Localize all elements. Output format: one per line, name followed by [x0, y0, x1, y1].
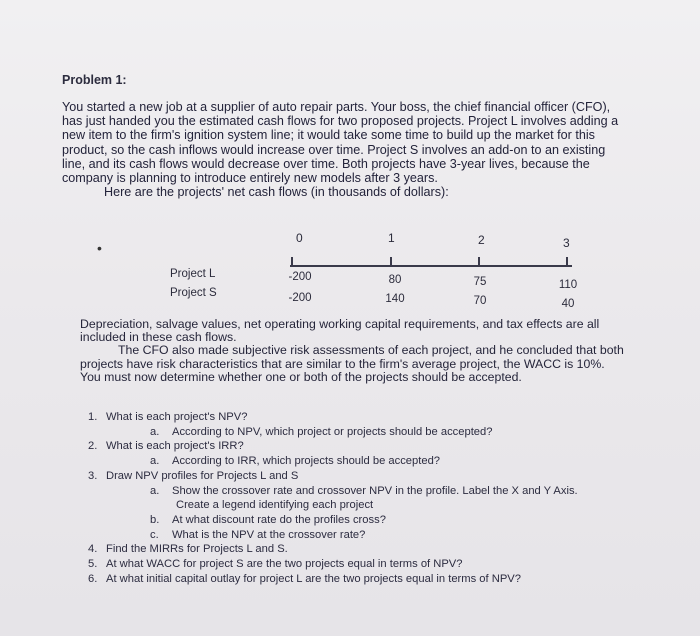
period-label-1: 1	[388, 231, 395, 245]
question-1: 1. What is each project's NPV?	[88, 411, 248, 423]
period-label-2: 2	[478, 233, 485, 247]
project-s-cf-3: 40	[561, 298, 575, 310]
intro-line: has just handed you the estimated cash flows for two proposed projects. Project L involves adding a	[62, 114, 619, 129]
project-l-cf-3: 110	[558, 279, 578, 291]
question-6: 6. At what initial capital outlay for project L are the two projects equal in terms of NPV?	[88, 572, 521, 585]
risk-line: You must now determine whether one or both of the projects should be accepted.	[80, 369, 522, 384]
question-3a: a. Show the crossover rate and crossover NPV in the profile. Label the X and Y Axis.	[150, 484, 578, 497]
question-5: 5. At what WACC for project S are the two projects equal in terms of NPV?	[88, 558, 463, 571]
project-l-cf-2: 75	[473, 276, 487, 288]
project-l-cf-1: 80	[388, 274, 402, 286]
project-l-label: Project L	[170, 268, 216, 280]
question-1a: a. According to NPV, which project or projects should be accepted?	[150, 425, 493, 438]
risk-line: The CFO also made subjective risk assessments of each project, and he concluded that both	[118, 343, 624, 358]
question-3b: b. At what discount rate do the profiles cross?	[150, 513, 386, 526]
question-3c: c. What is the NPV at the crossover rate?	[150, 528, 366, 541]
project-s-label: Project S	[170, 287, 217, 299]
period-label-0: 0	[296, 231, 303, 245]
project-s-cf-2: 70	[473, 295, 487, 307]
project-s-cf-1: 140	[385, 293, 405, 305]
question-3: 3. Draw NPV profiles for Projects L and S	[88, 469, 299, 482]
question-list	[88, 410, 678, 586]
assumption-line: included in these cash flows.	[80, 330, 237, 345]
intro-line: company is planning to introduce entirely new models after 3 years.	[62, 171, 438, 186]
assumptions-paragraph	[80, 318, 670, 384]
risk-line: projects have risk characteristics that are similar to the firm's average project, the WACC is 10%.	[80, 356, 605, 371]
intro-line: product, so the cash inflows would increase over time. Project S involves an add-on to an existing	[62, 142, 606, 157]
intro-line: You started a new job at a supplier of auto repair parts. Your boss, the chief financial officer (CFO),	[62, 100, 611, 114]
intro-line: new item to the firm's ignition system line; it would take some time to build up the market for this	[62, 128, 595, 143]
period-label-3: 3	[563, 236, 570, 250]
intro-line: line, and its cash flows would decrease over time. Both projects have 3-year lives, because the	[62, 156, 590, 171]
question-2: 2. What is each project's IRR?	[88, 440, 244, 453]
question-4: 4. Find the MIRRs for Projects L and S.	[88, 543, 288, 556]
question-3a-continued: Create a legend identifying each project	[176, 499, 374, 512]
assumption-line: Depreciation, salvage values, net operating working capital requirements, and tax effects are all	[80, 317, 600, 331]
cashflow-intro: Here are the projects' net cash flows (in thousands of dollars):	[104, 185, 449, 200]
project-l-cf-0: -200	[288, 271, 312, 283]
timeline-axis	[290, 265, 572, 267]
bullet-dot: •	[97, 240, 102, 256]
question-2a: a. According to IRR, which projects should be accepted?	[150, 455, 441, 468]
intro-paragraph	[62, 100, 662, 199]
project-s-cf-0: -200	[288, 292, 312, 304]
problem-title: Problem 1:	[62, 73, 127, 87]
